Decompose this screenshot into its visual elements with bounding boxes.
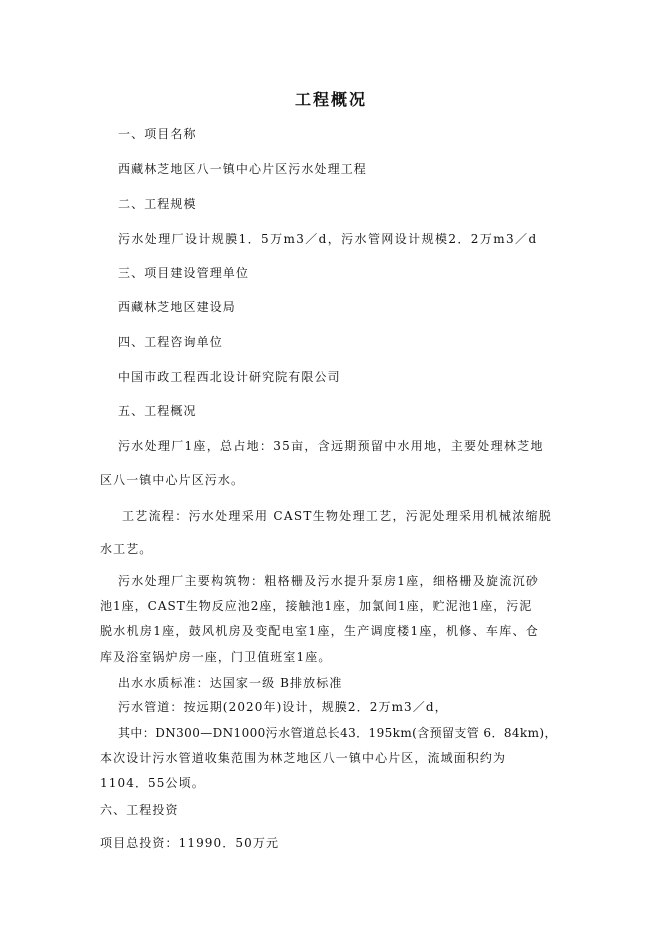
effluent-standard-text: 出水水质标准：达国家一级 B排放标准 xyxy=(118,676,343,690)
section-heading-project-scale: 二、工程规模 xyxy=(118,197,197,211)
section-heading-consulting-unit: 四、工程咨询单位 xyxy=(118,335,223,349)
section-heading-project-overview: 五、工程概况 xyxy=(118,404,197,418)
structures-paragraph-line: 库及浴室锅炉房一座，门卫值班室1座。 xyxy=(100,650,332,664)
page-title: 工程概况 xyxy=(294,90,367,109)
construction-unit-text: 西藏林芝地区建设局 xyxy=(118,300,236,314)
project-name-text: 西藏林芝地区八一镇中心片区污水处理工程 xyxy=(118,162,367,176)
total-investment-text: 项目总投资：11990．50万元 xyxy=(100,836,280,850)
pipeline-detail-line: 1104．55公顷。 xyxy=(100,776,205,790)
pipeline-detail-line: 本次设计污水管道收集范围为林芝地区八一镇中心片区，流域面积约为 xyxy=(100,751,507,765)
process-paragraph-line: 工艺流程：污水处理采用 CAST生物处理工艺，污泥处理采用机械浓缩脱 xyxy=(122,509,553,523)
section-heading-project-name: 一、项目名称 xyxy=(118,127,197,141)
process-paragraph-line: 水工艺。 xyxy=(100,542,153,556)
overview-paragraph-line: 污水处理厂1座，总占地：35亩，含远期预留中水用地，主要处理林芝地 xyxy=(118,439,544,453)
structures-paragraph-line: 污水处理厂主要构筑物：粗格栅及污水提升泵房1座，细格栅及旋流沉砂 xyxy=(118,574,540,588)
consulting-unit-text: 中国市政工程西北设计研究院有限公司 xyxy=(118,370,341,384)
structures-paragraph-line: 池1座，CAST生物反应池2座，接触池1座，加氯间1座，贮泥池1座，污泥 xyxy=(100,599,533,613)
section-heading-investment: 六、工程投资 xyxy=(100,803,179,817)
overview-paragraph-line: 区八一镇中心片区污水。 xyxy=(100,473,245,487)
pipeline-detail-line: 其中：DN300—DN1000污水管道总长43．195km(含预留支管 6．84km)， xyxy=(118,726,557,740)
structures-paragraph-line: 脱水机房1座，鼓风机房及变配电室1座，生产调度楼1座，机修、车库、仓 xyxy=(100,624,540,638)
section-heading-construction-unit: 三、项目建设管理单位 xyxy=(118,266,250,280)
project-scale-text: 污水处理厂设计规膜1．5万m3／d，污水管网设计规模2．2万m3／d xyxy=(118,232,538,246)
sewer-pipeline-text: 污水管道：按远期(2020年)设计，规膜2．2万m3／d， xyxy=(118,700,448,714)
